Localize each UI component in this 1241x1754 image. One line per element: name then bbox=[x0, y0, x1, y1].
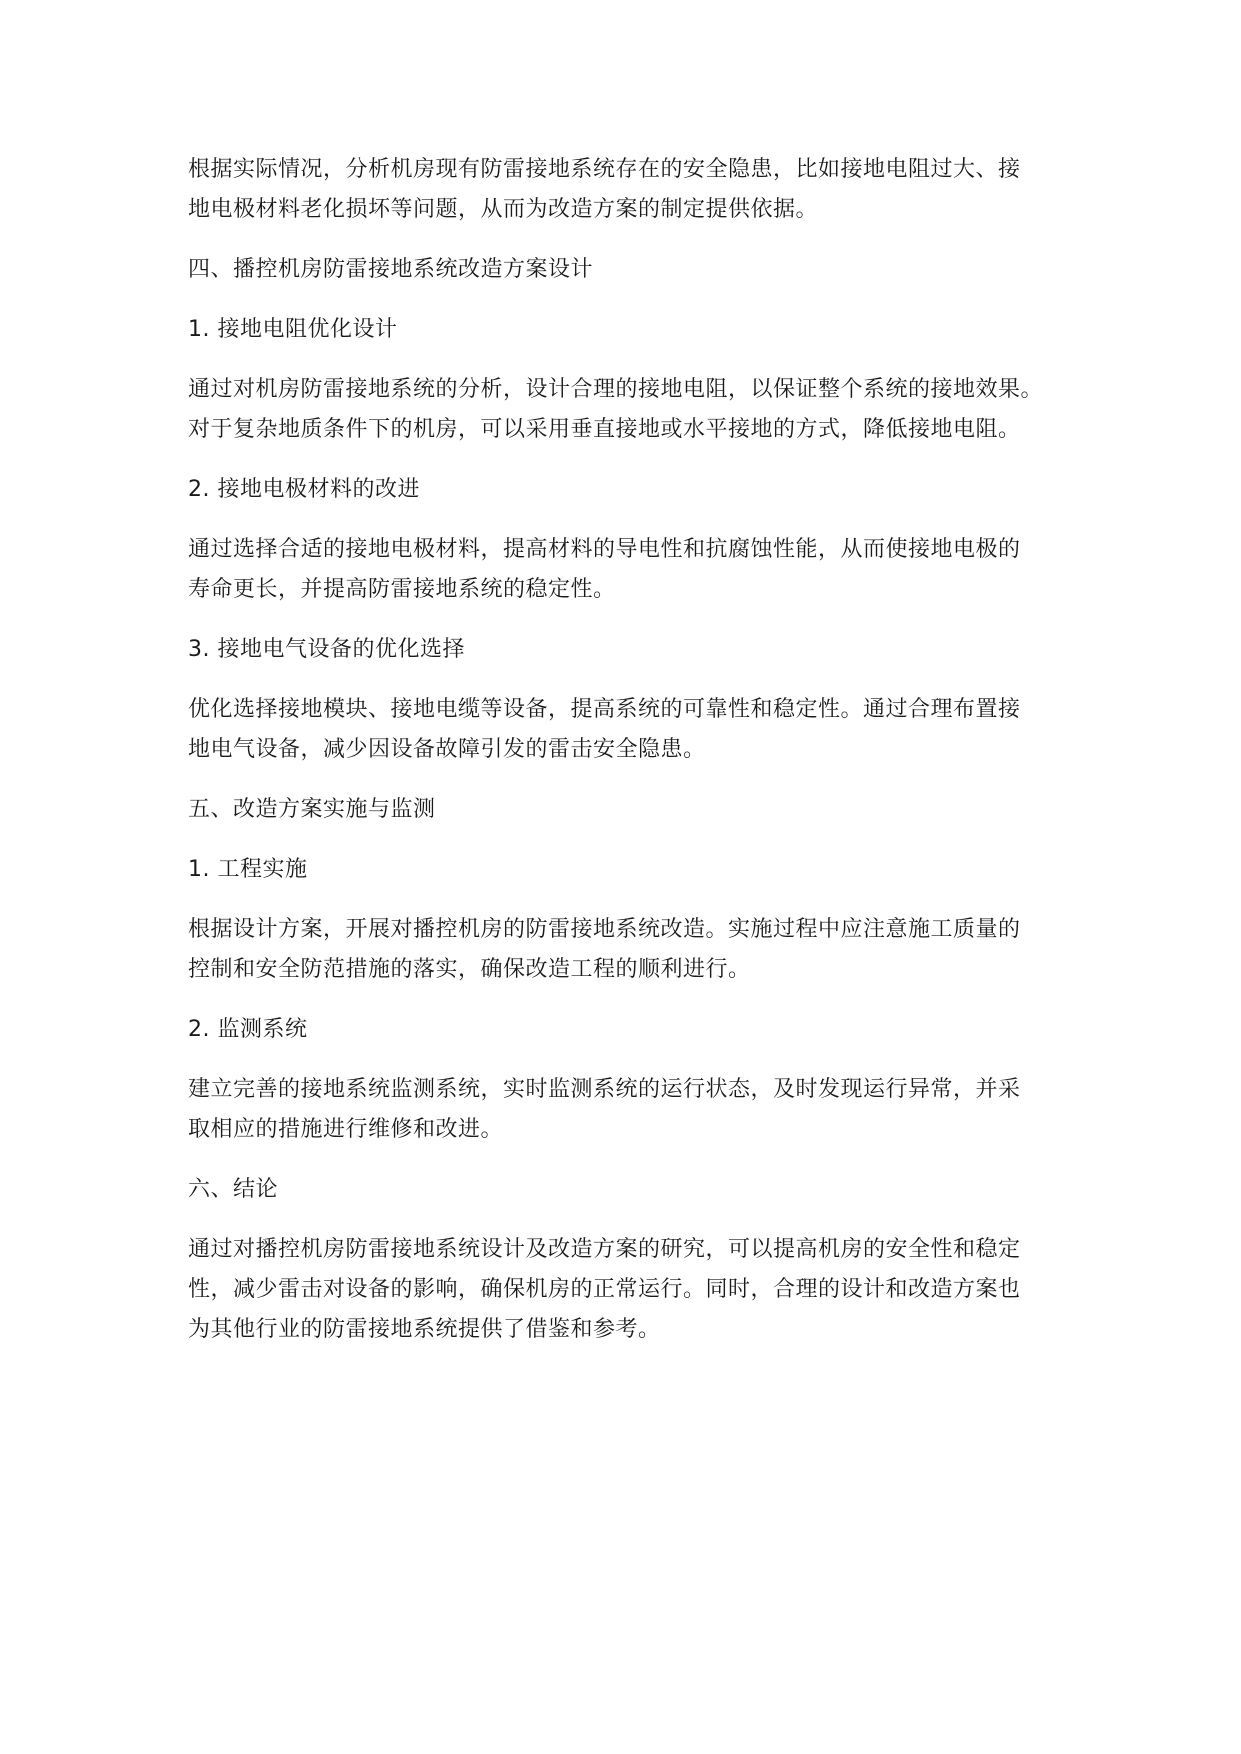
text-line: 性，减少雷击对设备的影响，确保机房的正常运行。同时，合理的设计和改造方案也 bbox=[188, 1277, 1021, 1302]
paragraph-4-3 bbox=[188, 690, 1068, 770]
paragraph-4-1 bbox=[188, 370, 1068, 450]
text-line: 建立完善的接地系统监测系统，实时监测系统的运行状态，及时发现运行异常，并采 bbox=[188, 1077, 1021, 1102]
text-line: 通过选择合适的接地电极材料，提高材料的导电性和抗腐蚀性能，从而使接地电极的 bbox=[188, 537, 1021, 562]
text-line: 地电气设备，减少因设备故障引发的雷击安全隐患。 bbox=[188, 737, 706, 762]
text-line: 优化选择接地模块、接地电缆等设备，提高系统的可靠性和稳定性。通过合理布置接 bbox=[188, 697, 1021, 722]
text-line: 为其他行业的防雷接地系统提供了借鉴和参考。 bbox=[188, 1317, 661, 1342]
section-heading-6: 六、结论 bbox=[188, 1177, 279, 1202]
paragraph-5-2 bbox=[188, 1070, 1068, 1150]
paragraph-5-1 bbox=[188, 910, 1068, 990]
subsection-heading-5-1: 1. 工程实施 bbox=[188, 857, 308, 882]
text-line: 根据实际情况，分析机房现有防雷接地系统存在的安全隐患，比如接地电阻过大、接 bbox=[188, 157, 1021, 182]
text-line: 通过对机房防雷接地系统的分析，设计合理的接地电阻，以保证整个系统的接地效果。 bbox=[188, 377, 1044, 402]
text-line: 通过对播控机房防雷接地系统设计及改造方案的研究，可以提高机房的安全性和稳定 bbox=[188, 1237, 1021, 1262]
text-line: 地电极材料老化损坏等问题，从而为改造方案的制定提供依据。 bbox=[188, 197, 819, 222]
paragraph-hazard-analysis bbox=[188, 150, 1068, 230]
text-line: 寿命更长，并提高防雷接地系统的稳定性。 bbox=[188, 577, 616, 602]
text-line: 对于复杂地质条件下的机房，可以采用垂直接地或水平接地的方式，降低接地电阻。 bbox=[188, 417, 1021, 442]
text-line: 取相应的措施进行维修和改进。 bbox=[188, 1117, 504, 1142]
text-line: 控制和安全防范措施的落实，确保改造工程的顺利进行。 bbox=[188, 957, 751, 982]
subsection-heading-4-1: 1. 接地电阻优化设计 bbox=[188, 317, 398, 342]
paragraph-conclusion bbox=[188, 1230, 1068, 1350]
subsection-heading-5-2: 2. 监测系统 bbox=[188, 1017, 308, 1042]
document-page bbox=[188, 150, 1068, 1370]
subsection-heading-4-2: 2. 接地电极材料的改进 bbox=[188, 477, 420, 502]
subsection-heading-4-3: 3. 接地电气设备的优化选择 bbox=[188, 637, 465, 662]
section-heading-4: 四、播控机房防雷接地系统改造方案设计 bbox=[188, 257, 594, 282]
text-line: 根据设计方案，开展对播控机房的防雷接地系统改造。实施过程中应注意施工质量的 bbox=[188, 917, 1021, 942]
section-heading-5: 五、改造方案实施与监测 bbox=[188, 797, 436, 822]
paragraph-4-2 bbox=[188, 530, 1068, 610]
